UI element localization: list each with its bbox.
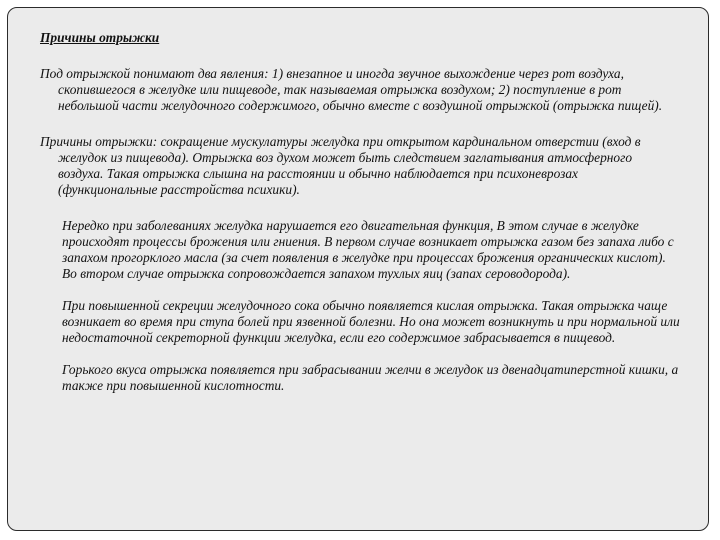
slide-title: Причины отрыжки [40, 30, 160, 45]
slide-content [40, 30, 680, 410]
paragraph-motor-function: Нередко при заболеваниях желудка нарушается его двигательная функция, В этом случае в желудке происходят процессы брожения или гниения. В первом случае возникает отрыжка газом без запаха либо с запахом прогорклого масла (за счет появления в желудке при процессах брожения органических кислот). Во втором случае отрыжка сопровождается запахом тухлых яиц (запах сероводорода). [62, 218, 674, 281]
slide-frame [7, 7, 709, 531]
paragraph-definition: Под отрыжкой понимают два явления: 1) внезапное и иногда звучное выхождение через рот воздуха, скопившегося в желудке или пищеводе, так называемая отрыжка воздухом; 2) поступление в рот небольшой части желудочного содержимого, обычно вместе с воздушной отрыжкой (отрыжка пищей). [40, 66, 663, 113]
paragraph-causes: Причины отрыжки: сокращение мускулатуры желудка при открытом кардинальном отверстии (вход в желудок из пищевода). Отрыжка воз духом может быть следствием заглатывания атмосферного воздуха. Такая отрыжка слышна на расстоянии и обычно наблюдается при психоневрозах (функциональные расстройства психики). [40, 134, 641, 197]
paragraph-bitter-taste: Горького вкуса отрыжка появляется при забрасывании желчи в желудок из двенадцатиперстной кишки, а также при повышенной кислотности. [62, 362, 679, 393]
paragraph-acid-reflux: При повышенной секреции желудочного сока обычно появляется кислая отрыжка. Такая отрыжка чаще возникает во время при ступа болей при язвенной болезни. Но она может возникнуть и при нормальной или недостаточной секреторной функции желудка, если его содержимое забрасывается в пищевод. [62, 298, 680, 345]
